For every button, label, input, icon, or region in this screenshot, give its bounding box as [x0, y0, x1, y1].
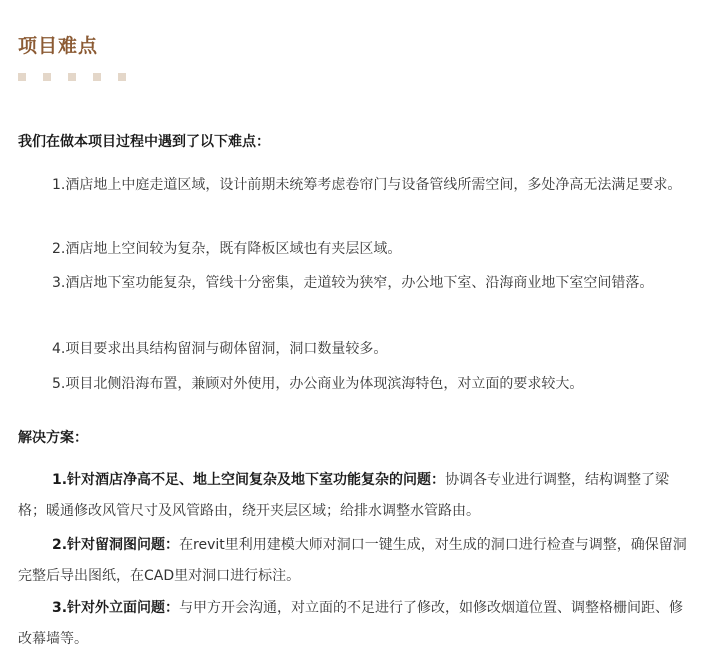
solutions-heading: 解决方案： [18, 430, 88, 446]
decorative-dot [118, 73, 126, 81]
difficulty-item: 5.项目北侧沿海布置，兼顾对外使用，办公商业为体现滨海特色，对立面的要求较大。 [52, 376, 584, 392]
solution-lead: 1.针对酒店净高不足、地上空间复杂及地下室功能复杂的问题： [52, 472, 446, 488]
decorative-dot [43, 73, 51, 81]
solution-text: 在revit里利用建模大师对洞口一键生成，对生成的洞口进行检查与调整，确保留洞完整后导出图纸，在CAD里对洞口进行标注。 [18, 537, 687, 584]
difficulty-item: 2.酒店地上空间较为复杂，既有降板区域也有夹层区域。 [52, 241, 402, 257]
difficulty-item: 1.酒店地上中庭走道区域，设计前期未统筹考虑卷帘门与设备管线所需空间，多处净高无法满足要求。 [52, 177, 682, 193]
solution-item [18, 530, 696, 592]
solution-item [18, 465, 696, 527]
difficulty-item: 4.项目要求出具结构留洞与砌体留洞，洞口数量较多。 [52, 341, 388, 357]
solution-item [18, 593, 696, 655]
solution-lead: 3.针对外立面问题： [52, 600, 180, 616]
decorative-dots [18, 73, 143, 81]
difficulties-heading: 我们在做本项目过程中遇到了以下难点： [18, 134, 270, 150]
solution-text: 与甲方开会沟通，对立面的不足进行了修改，如修改烟道位置、调整格栅间距、修改幕墙等。 [18, 600, 684, 647]
section-title: 项目难点 [18, 35, 99, 57]
decorative-dot [18, 73, 26, 81]
decorative-dot [68, 73, 76, 81]
solution-lead: 2.针对留洞图问题： [52, 537, 180, 553]
difficulty-item: 3.酒店地下室功能复杂，管线十分密集，走道较为狭窄，办公地下室、沿海商业地下室空间错落。 [52, 275, 654, 291]
solution-text: 协调各专业进行调整，结构调整了梁格；暖通修改风管尺寸及风管路由，绕开夹层区域；给排水调整水管路由。 [18, 472, 670, 519]
decorative-dot [93, 73, 101, 81]
